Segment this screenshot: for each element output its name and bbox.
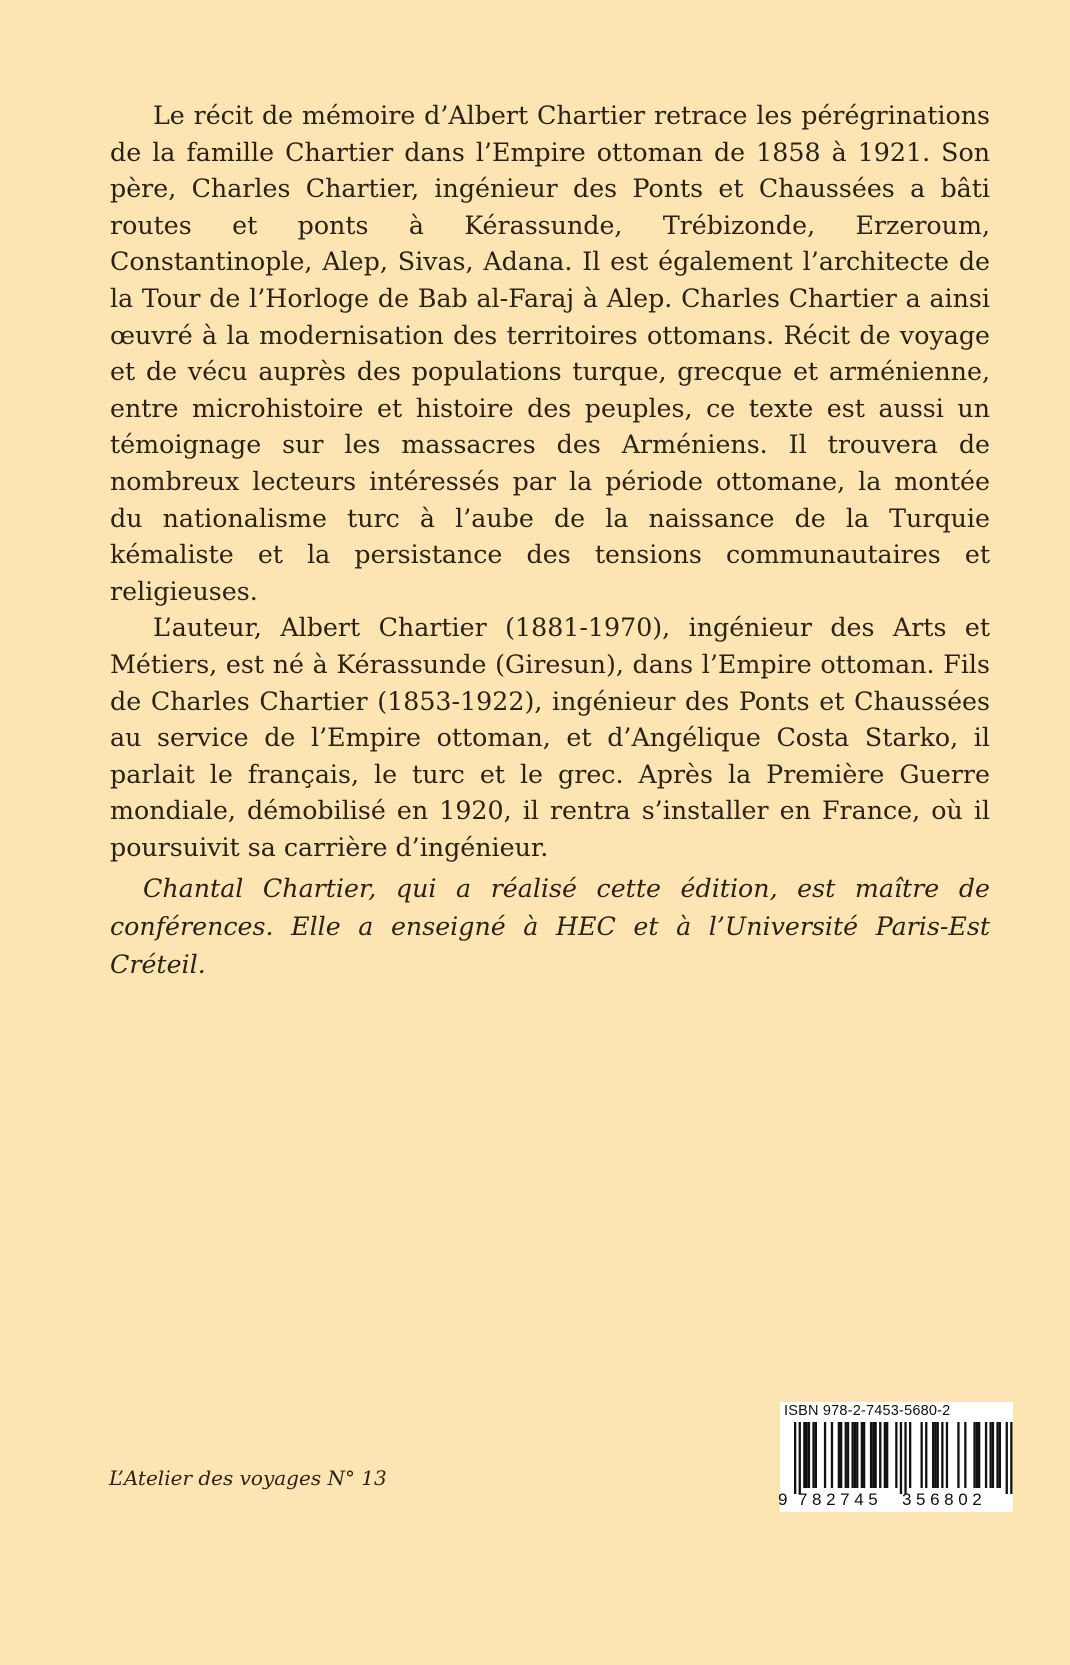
barcode-bar — [976, 1422, 978, 1488]
barcode-bar — [856, 1422, 858, 1488]
barcode-bar — [875, 1422, 877, 1488]
barcode-bar — [895, 1422, 897, 1488]
barcode-digits-right: 356802 — [902, 1490, 987, 1509]
barcode-bar — [872, 1422, 874, 1488]
barcode-bar — [808, 1422, 810, 1488]
barcode-bar — [925, 1422, 927, 1488]
barcode-bar — [946, 1422, 948, 1488]
barcode-bar — [852, 1422, 854, 1488]
barcode-bar — [964, 1422, 966, 1488]
isbn-label: ISBN 978-2-7453-5680-2 — [784, 1403, 951, 1419]
barcode-bar — [884, 1422, 886, 1488]
barcode-bar — [794, 1422, 796, 1494]
barcode-bar — [847, 1422, 849, 1488]
barcode-bar — [861, 1422, 863, 1488]
barcode-bar — [838, 1422, 840, 1488]
barcode-bar — [937, 1422, 939, 1488]
barcode-bar — [934, 1422, 936, 1488]
barcode-bar — [845, 1422, 847, 1488]
barcode-bar — [900, 1422, 902, 1494]
isbn-barcode-block — [780, 1402, 1013, 1512]
barcode-bar — [973, 1422, 975, 1488]
blurb-text — [110, 98, 990, 866]
barcode-bar — [831, 1422, 833, 1488]
barcode-icon — [780, 1422, 1013, 1494]
barcode-bar — [870, 1422, 872, 1488]
barcode-bar — [886, 1422, 888, 1488]
barcode-bar — [990, 1422, 992, 1488]
barcode-bar — [1010, 1422, 1012, 1494]
barcode-bar — [1006, 1422, 1008, 1494]
barcode-bar — [904, 1422, 906, 1494]
barcode-bar — [806, 1422, 808, 1488]
barcode-bar — [879, 1422, 881, 1488]
barcode-bar — [985, 1422, 987, 1488]
series-title: L’Atelier des voyages N° 13 — [109, 1466, 387, 1490]
barcode-bar — [996, 1422, 998, 1488]
barcode-bar — [799, 1422, 801, 1494]
barcode-bar — [803, 1422, 805, 1488]
barcode-bar — [978, 1422, 980, 1488]
barcode-bar — [932, 1422, 934, 1488]
barcode-bar — [863, 1422, 865, 1488]
barcode-bar — [812, 1422, 814, 1488]
barcode-bar — [957, 1422, 959, 1488]
editor-note: Chantal Chartier, qui a réalisé cette édition, est maître de conférences. Elle a enseigné à HEC et à l’Université Paris-Est Créteil. — [110, 874, 990, 979]
barcode-bar — [824, 1422, 826, 1488]
barcode-bar — [941, 1422, 943, 1488]
barcode-bar — [992, 1422, 994, 1488]
barcode-bar — [854, 1422, 856, 1488]
barcode-digits-left: 782745 — [798, 1490, 883, 1509]
barcode-bar — [840, 1422, 842, 1488]
barcode-bar — [909, 1422, 911, 1488]
barcode-bar — [921, 1422, 923, 1488]
barcode-digit-first: 9 — [778, 1490, 788, 1509]
barcode-bar — [815, 1422, 817, 1488]
blurb-paragraph-summary: Le récit de mémoire d’Albert Chartier retrace les pérégrinations de la famille Chartier dans l’Empire ottoman de 1858 à 1921. Son père, Charles Chartier, ingénieur des Ponts et Chaussées a bâti routes et ponts à Kérassunde, Trébizonde, Erzeroum, Constantinople, Alep, Sivas, Adana. Il est également l’architecte de la Tour de l’Horloge de Bab al-Faraj à Alep. Charles Chartier a ainsi œuvré à la modernisation des territoires ottomans. Récit de voyage et de vécu auprès des populations turque, grecque et arménienne, entre microhistoire et histoire des peuples, ce texte est aussi un témoignage sur les massacres des Arméniens. Il trouvera de nombreux lecteurs intéressés par la période ottomane, la montée du nationalisme turc à l’aube de la naissance de la Turquie kémaliste et la persistance des tensions communautaires et religieuses. — [110, 101, 990, 606]
blurb-paragraph-author: L’auteur, Albert Chartier (1881-1970), ingénieur des Arts et Métiers, est né à Kérassunde (Giresun), dans l’Empire ottoman. Fils de Charles Chartier (1853-1922), ingénieur des Ponts et Chaussées au service de l’Empire ottoman, et d’Angélique Costa Starko, il parlait le français, le turc et le grec. Après la Première Guerre mondiale, démobilisé en 1920, il rentra s’installer en France, où il poursuivit sa carrière d’ingénieur. — [110, 613, 990, 862]
barcode-bar — [999, 1422, 1001, 1488]
